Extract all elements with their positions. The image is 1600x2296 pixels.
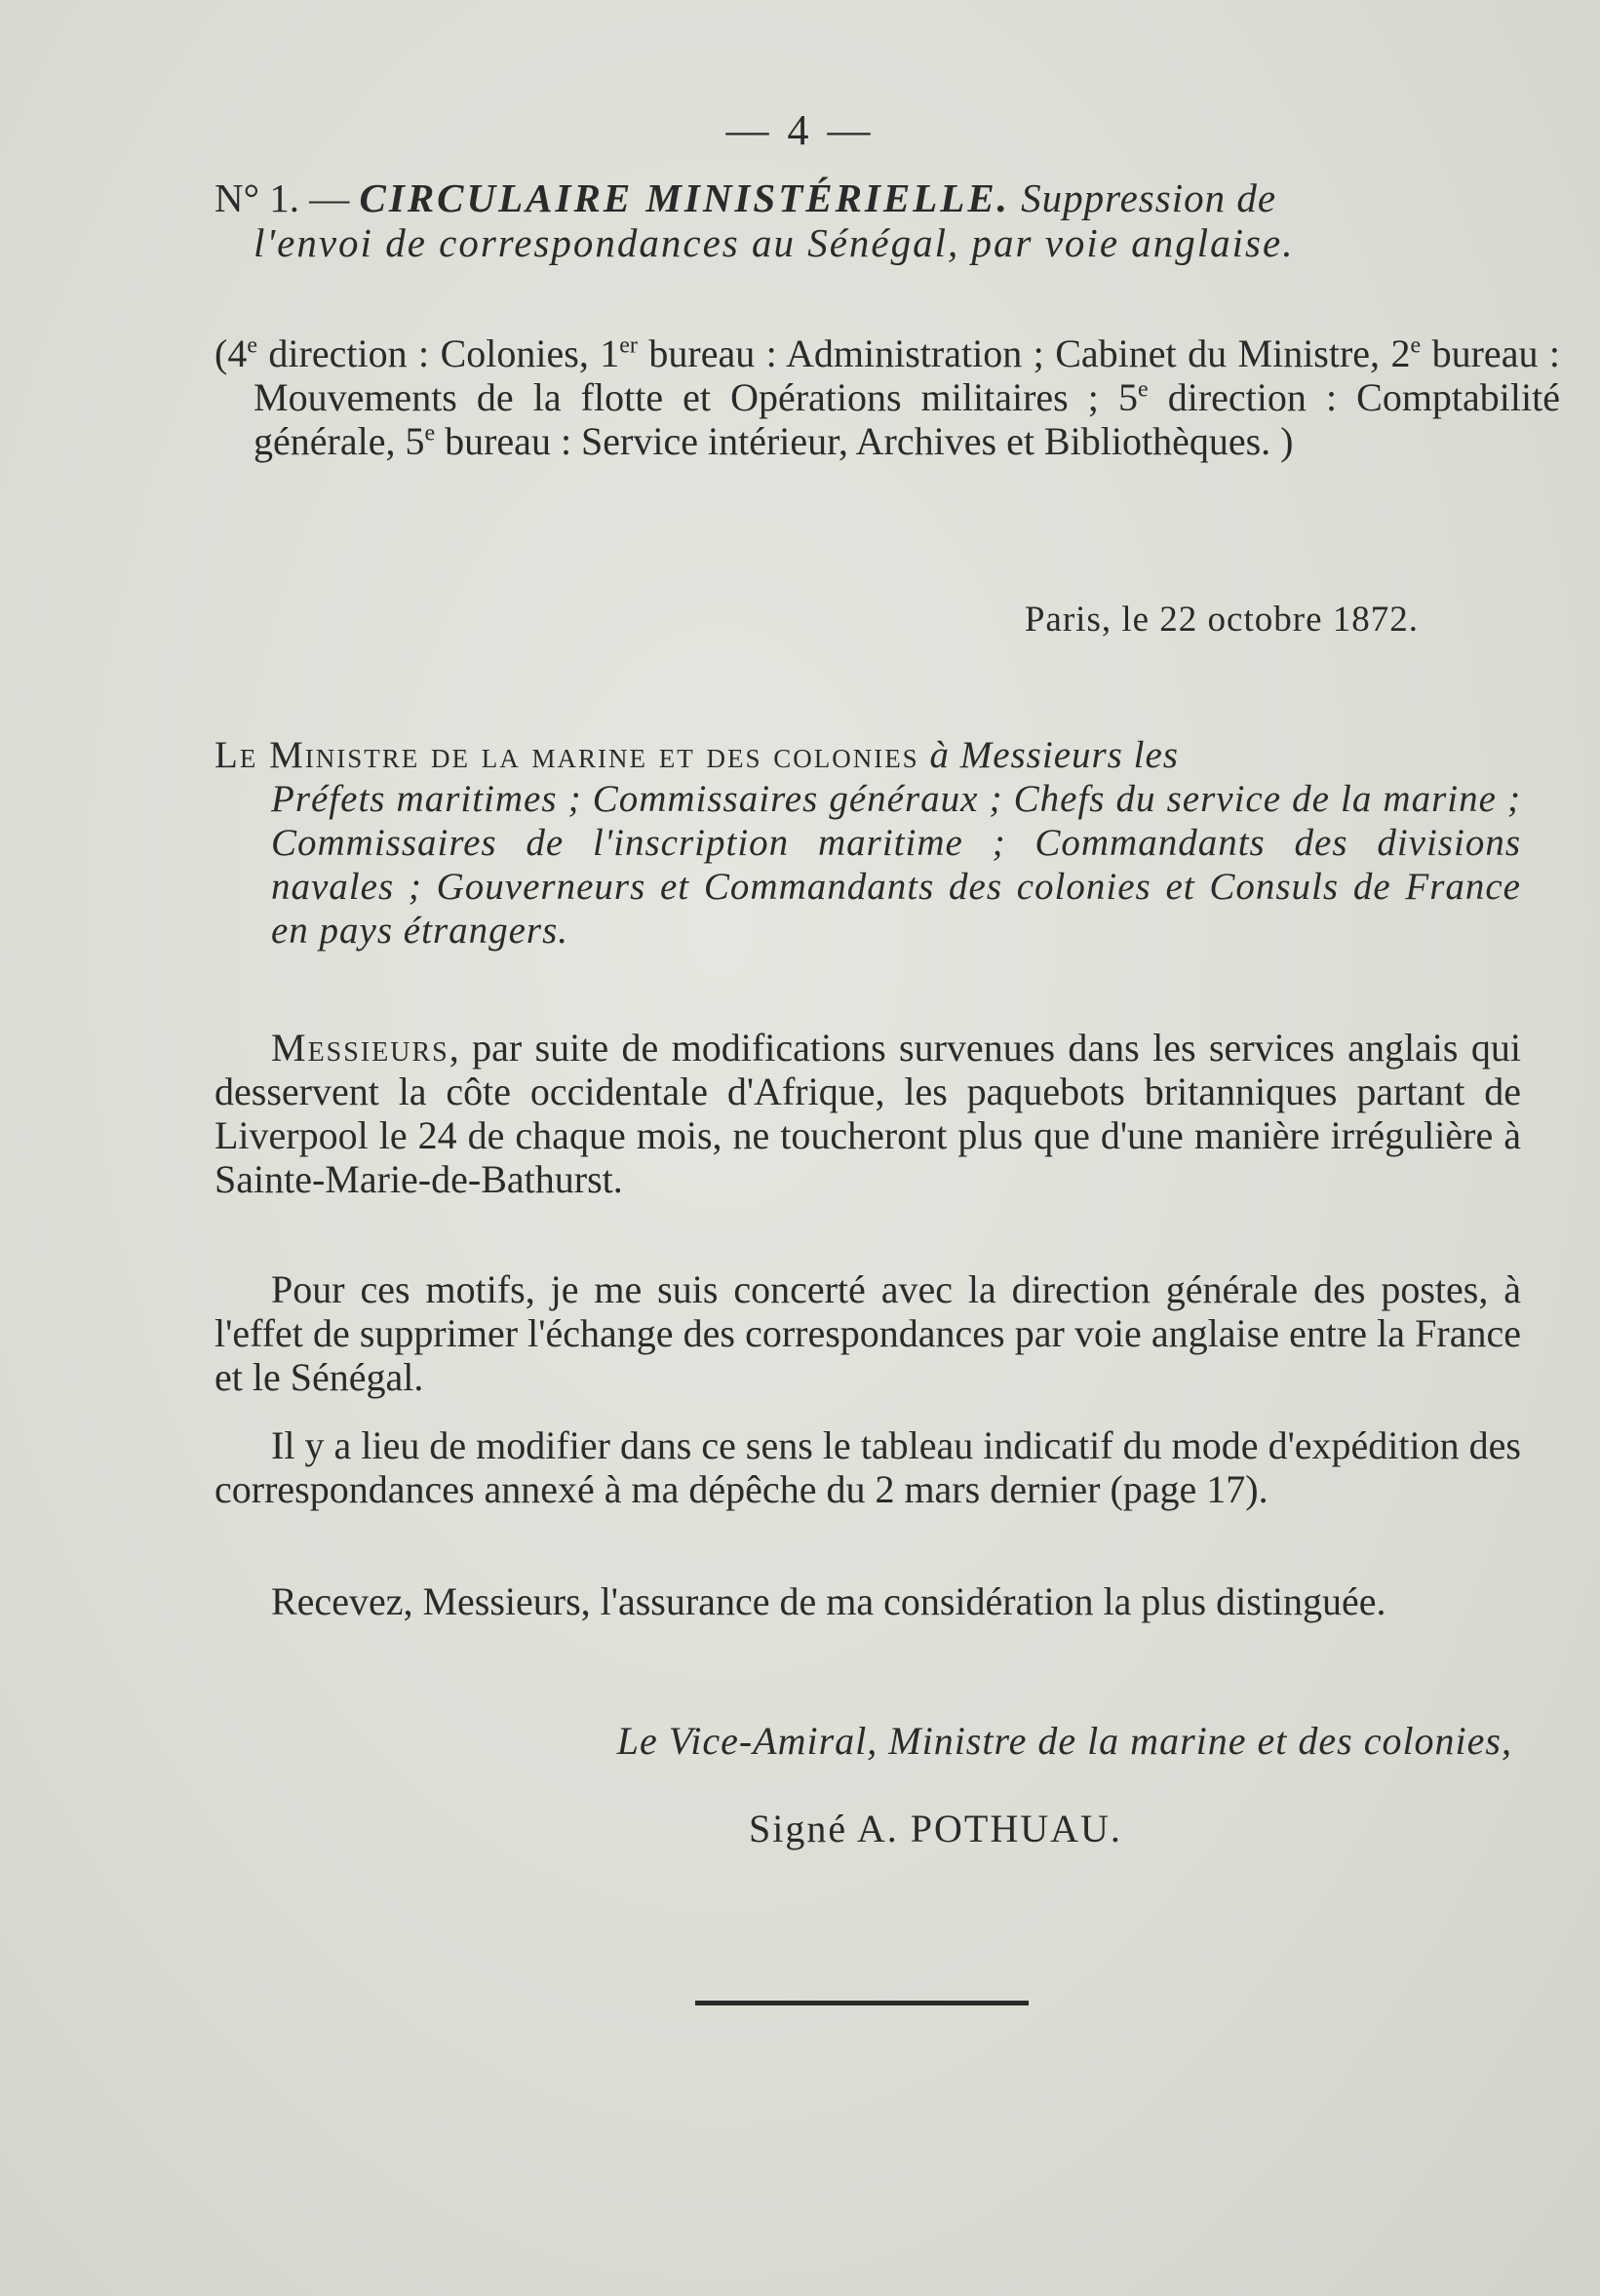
- recipients: Préfets maritimes ; Commissaires généraux ; Chefs du service de la marine ; Commissaires de l'inscription maritime ; Commandants des divisions navales ; Gouverneurs et Commandants des colonies et Consuls de France en pays étrangers.: [271, 778, 1521, 952]
- body-paragraph-3: Il y a lieu de modifier dans ce sens le tableau indicatif du mode d'expédition des correspondances annexé à ma dépêche du 2 mars dernier (page 17).: [215, 1423, 1521, 1511]
- routing-superscript: e: [1138, 376, 1149, 403]
- salutation: Messieurs: [271, 1026, 449, 1070]
- routing-text: (4: [215, 331, 248, 375]
- routing-superscript: e: [424, 420, 436, 447]
- routing-note: [215, 331, 1560, 463]
- signatory-title: Le Vice-Amiral, Ministre de la marine et des colonies,: [616, 1719, 1512, 1763]
- routing-text: direction : Comptabilité générale, 5: [254, 375, 1561, 463]
- sender: Le Ministre de la marine et des colonies: [215, 734, 919, 776]
- body-paragraph-1: [215, 1026, 1521, 1201]
- body-paragraph-4: Recevez, Messieurs, l'assurance de ma considération la plus distinguée.: [271, 1579, 1386, 1623]
- closing-rule: [695, 2001, 1029, 2005]
- routing-text: bureau : Service intérieur, Archives et Bibliothèques. ): [435, 419, 1294, 463]
- body-paragraph-2: Pour ces motifs, je me suis concerté avec la direction générale des postes, à l'effet de supprimer l'échange des correspondances par voie anglaise entre la France et le Sénégal.: [215, 1267, 1521, 1399]
- circular-subject-continued: l'envoi de correspondances au Sénégal, par voie anglaise.: [254, 220, 1295, 265]
- routing-text: bureau : Mouvements de la flotte et Opérations militaires ; 5: [254, 331, 1561, 419]
- circular-heading: CIRCULAIRE MINISTÉRIELLE.: [359, 175, 1010, 220]
- routing-text: bureau : Administration ; Cabinet du Ministre, 2: [637, 331, 1411, 375]
- routing-superscript: e: [247, 332, 257, 359]
- circular-number: N° 1. —: [215, 175, 360, 220]
- address-preposition: à: [918, 734, 960, 776]
- circular-title: [215, 175, 1521, 265]
- routing-superscript: er: [619, 332, 638, 359]
- page-number: — 4 —: [725, 106, 875, 154]
- address-block: [215, 733, 1521, 953]
- paragraph-text: , par suite de modifications survenues dans les services anglais qui desservent la côte occidentale d'Afrique, les paquebots britanniques partant de Liverpool le 24 de chaque mois, ne toucheront plus que d'une manière irrégulière à Sainte-Marie-de-Bathurst.: [215, 1026, 1521, 1201]
- dateline: Paris, le 22 octobre 1872.: [1024, 600, 1419, 640]
- circular-subject: Suppression de: [1009, 175, 1277, 220]
- signature: Signé A. POTHUAU.: [749, 1807, 1122, 1850]
- recipients-first: Messieurs les: [959, 734, 1179, 776]
- routing-text: direction : Colonies, 1: [256, 331, 620, 375]
- routing-superscript: e: [1410, 332, 1422, 359]
